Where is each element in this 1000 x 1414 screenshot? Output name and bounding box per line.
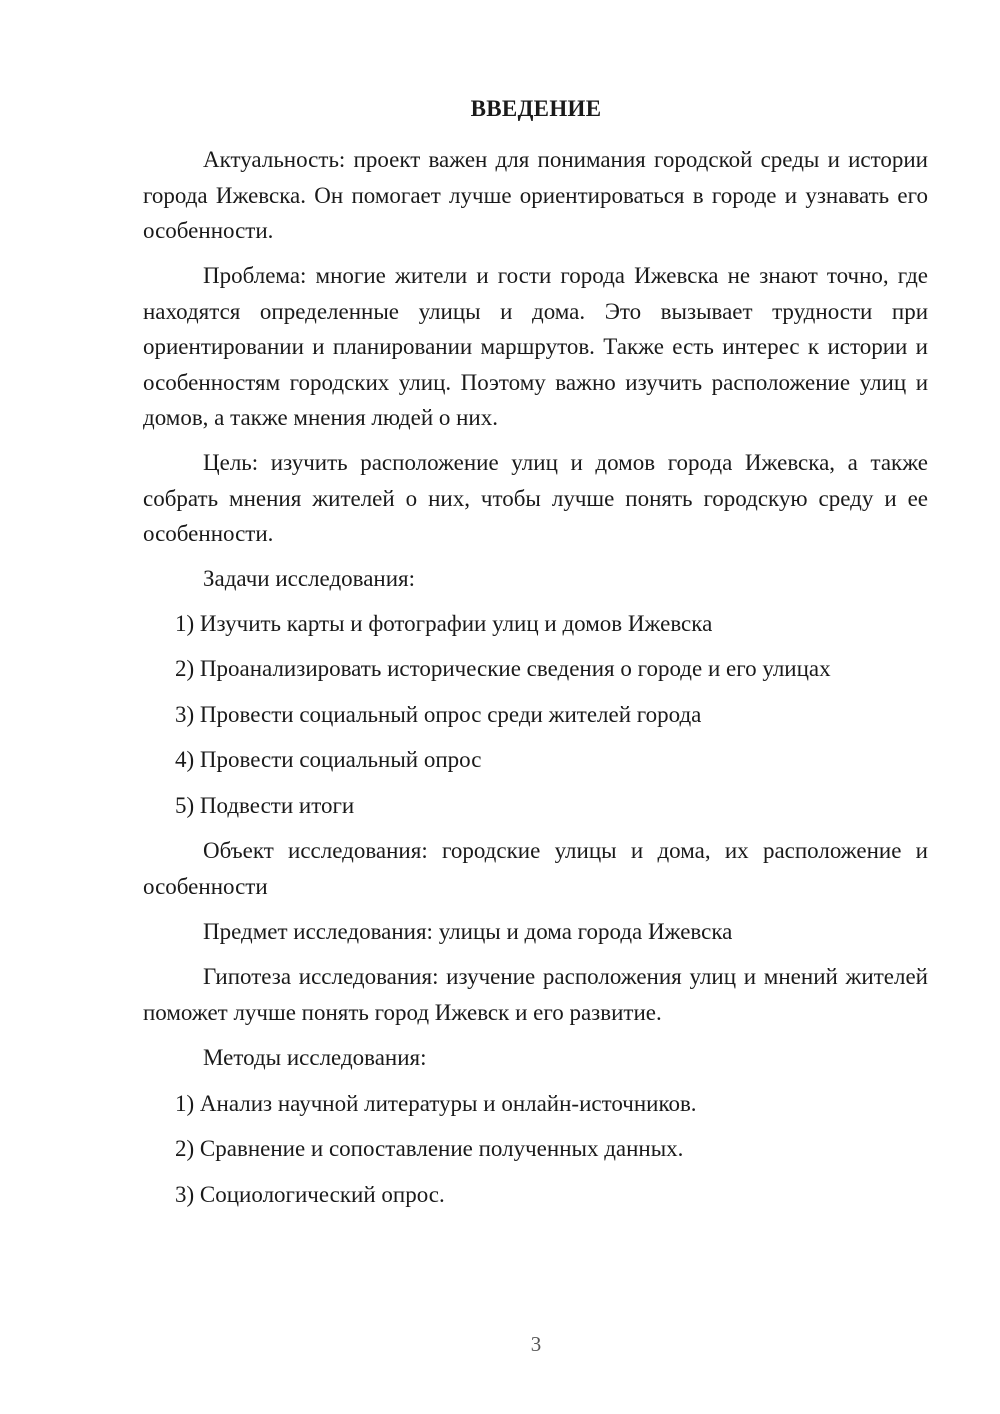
method-item-1: 1) Анализ научной литературы и онлайн-источников. (175, 1091, 697, 1116)
method-item-3: 3) Социологический опрос. (175, 1182, 445, 1207)
goal-paragraph: Цель: изучить расположение улиц и домов города Ижевска, а также собрать мнения жителей о них, чтобы лучше понять городскую среду и ее особенности. (143, 450, 928, 546)
methods-heading: Методы исследования: (203, 1045, 427, 1070)
hypothesis-paragraph: Гипотеза исследования: изучение расположения улиц и мнений жителей поможет лучше понять город Ижевск и его развитие. (143, 964, 928, 1025)
page-number: 3 (530, 1332, 542, 1356)
relevance-paragraph: Актуальность: проект важен для понимания городской среды и истории города Ижевска. Он помогает лучше ориентироваться в городе и узнавать его особенности. (143, 147, 928, 243)
problem-paragraph: Проблема: многие жители и гости города Ижевска не знают точно, где находятся определенные улицы и дома. Это вызывает трудности при ориентировании и планировании маршрутов. Также есть интерес к истории и особенностям городских улиц. Поэтому важно изучить расположение улиц и домов, а также мнения людей о них. (143, 263, 928, 430)
subject-paragraph: Предмет исследования: улицы и дома города Ижевска (203, 919, 733, 944)
task-item-5: 5) Подвести итоги (175, 793, 355, 818)
tasks-heading: Задачи исследования: (203, 566, 416, 591)
task-item-1: 1) Изучить карты и фотографии улиц и домов Ижевска (175, 611, 713, 636)
page-title: ВВЕДЕНИЕ (470, 96, 602, 121)
task-item-2: 2) Проанализировать исторические сведения о городе и его улицах (175, 656, 831, 681)
method-item-2: 2) Сравнение и сопоставление полученных данных. (175, 1136, 684, 1161)
object-paragraph: Объект исследования: городские улицы и дома, их расположение и особенности (143, 838, 928, 899)
task-item-3: 3) Провести социальный опрос среди жителей города (175, 702, 702, 727)
task-item-4: 4) Провести социальный опрос (175, 747, 482, 772)
